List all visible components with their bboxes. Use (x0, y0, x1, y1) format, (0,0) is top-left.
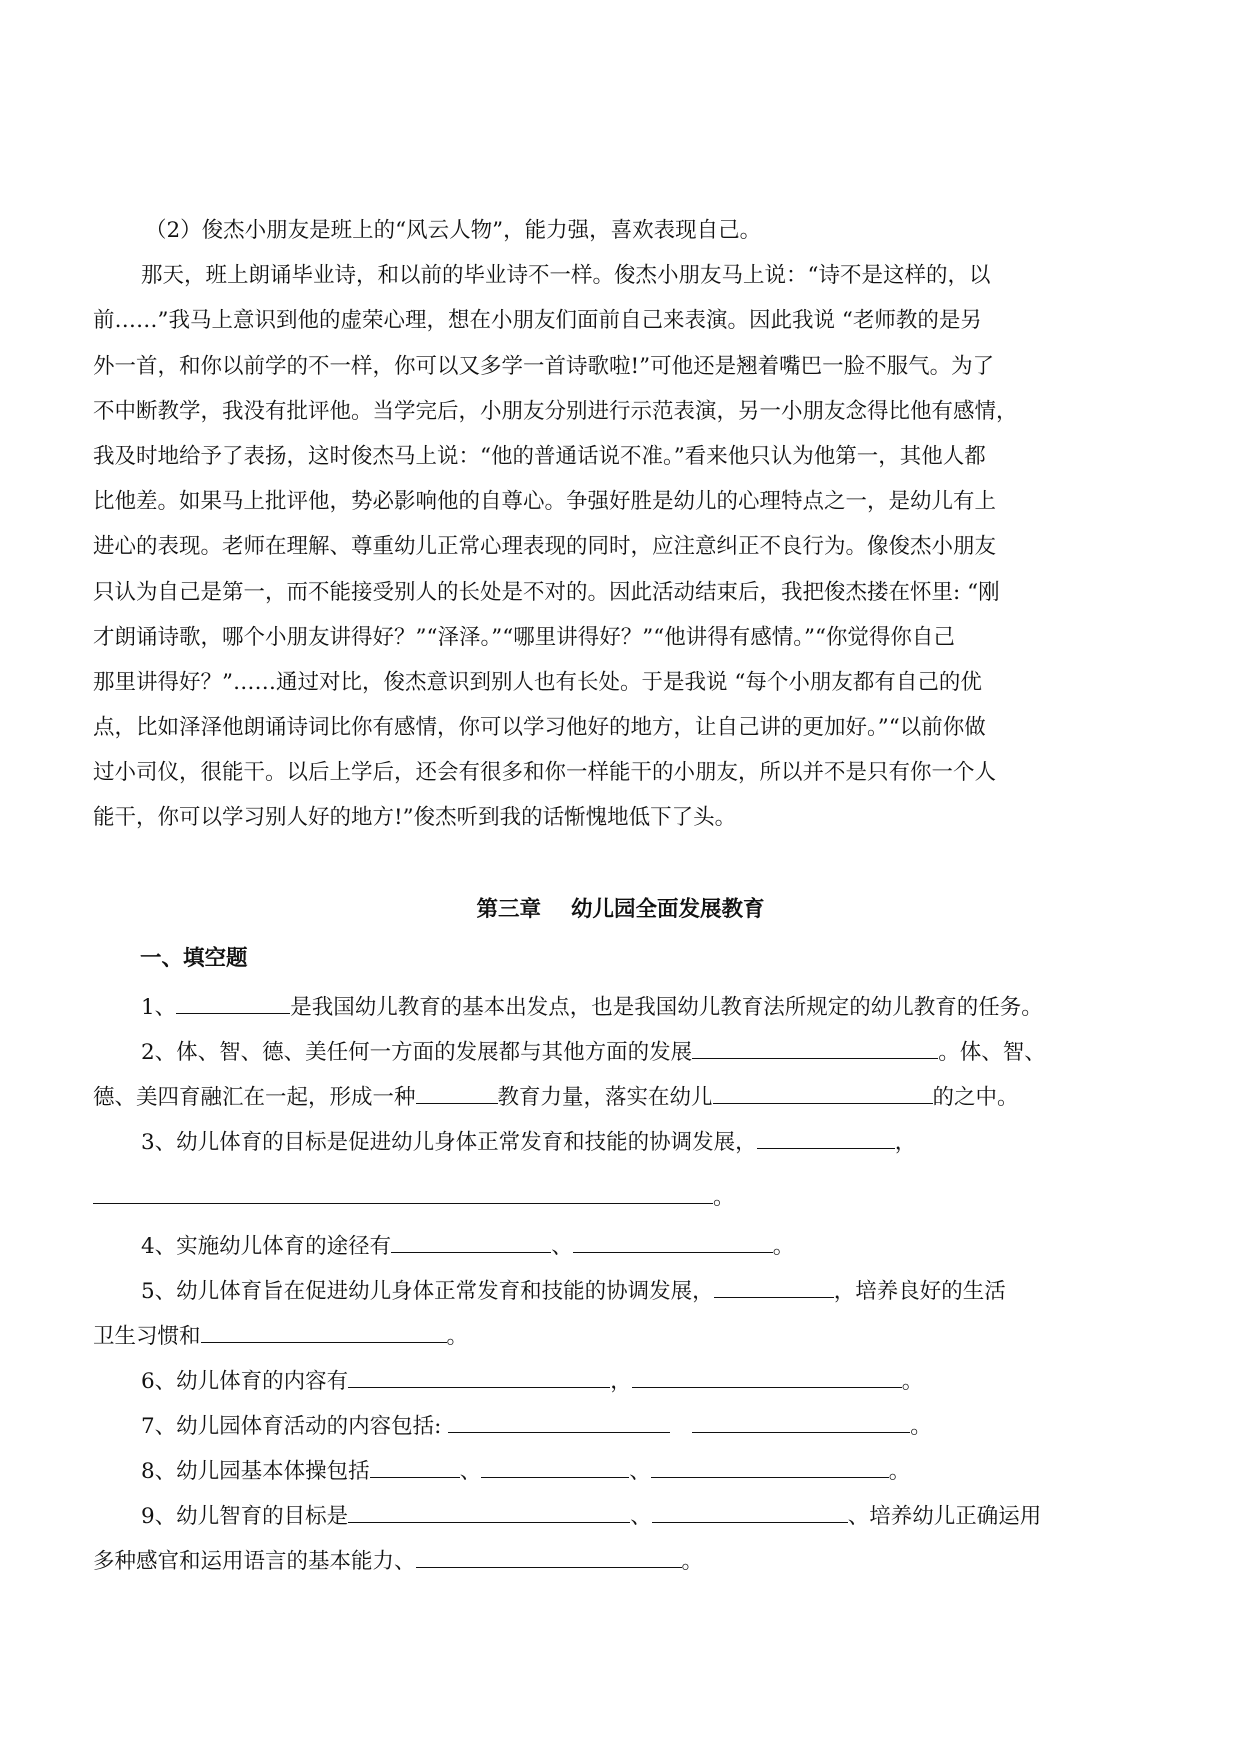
blank-field[interactable] (692, 1410, 910, 1433)
case-line: 我及时地给予了表扬，这时俊杰马上说：“他的普通话说不准。”看来他只认为他第一，其他人都 (93, 443, 986, 469)
blank-field[interactable] (692, 1036, 938, 1059)
chapter-title: 第三章 幼儿园全面发展教育 (476, 897, 765, 922)
blank-field[interactable] (370, 1455, 460, 1478)
blank-field[interactable] (652, 1500, 848, 1523)
case-line: 进心的表现。老师在理解、尊重幼儿正常心理表现的同时，应注意纠正不良行为。像俊杰小朋友 (93, 534, 997, 560)
question-text: 是我国幼儿教育的基本出发点，也是我国幼儿教育法所规定的幼儿教育的任务。 (290, 995, 1043, 1020)
question-text: 3、幼儿体育的目标是促进幼儿身体正常发育和技能的协调发展， (141, 1130, 757, 1155)
case-line: 能干，你可以学习别人好的地方!”俊杰听到我的话惭愧地低下了头。 (93, 805, 737, 831)
question-8 (93, 1449, 1193, 1494)
question-text: 5、幼儿体育旨在促进幼儿身体正常发育和技能的协调发展， (141, 1279, 714, 1304)
blank-field[interactable] (416, 1545, 682, 1568)
blank-field[interactable] (714, 1275, 834, 1298)
question-text: 。 (446, 1324, 469, 1349)
blank-field[interactable] (416, 1081, 498, 1104)
blank-field[interactable] (651, 1455, 889, 1478)
question-text: 、 (629, 1459, 651, 1484)
question-text: 多种感官和运用语言的基本能力、 (93, 1549, 416, 1574)
question-text: 德、美四育融汇在一起，形成一种 (93, 1085, 416, 1110)
question-text: 、 (630, 1504, 652, 1529)
question-text: 。 (901, 1369, 924, 1394)
question-text: ， (610, 1369, 632, 1394)
question-text: 8、幼儿园基本体操包括 (141, 1459, 370, 1484)
blank-field[interactable] (93, 1181, 713, 1204)
blank-field[interactable] (348, 1500, 630, 1523)
question-number: 1、 (141, 995, 177, 1020)
question-9 (93, 1494, 1193, 1584)
question-text: ，培养良好的生活 (833, 1279, 1006, 1304)
question-1 (93, 985, 1193, 1030)
question-text: 。 (910, 1414, 932, 1439)
question-6 (93, 1359, 1193, 1404)
question-text: 2、体、智、德、美任何一方面的发展都与其他方面的发展 (141, 1040, 693, 1065)
case-line: 只认为自己是第一，而不能接受别人的长处是不对的。因此活动结束后，我把俊杰搂在怀里: “刚 (93, 579, 1000, 605)
question-4 (93, 1224, 1193, 1269)
blank-field[interactable] (391, 1230, 551, 1253)
blank-field[interactable] (176, 991, 290, 1014)
blank-field[interactable] (632, 1365, 902, 1388)
question-2 (93, 1030, 1193, 1120)
question-text: 7、幼儿园体育活动的内容包括: (141, 1414, 449, 1439)
question-text: 。 (772, 1234, 795, 1259)
blank-field[interactable] (573, 1230, 773, 1253)
case-line: 点，比如泽泽他朗诵诗词比你有感情，你可以学习他好的地方，让自己讲的更加好。”“以前你做 (93, 715, 986, 741)
question-text: 。 (888, 1459, 911, 1484)
blank-field[interactable] (481, 1455, 629, 1478)
blank-field[interactable] (757, 1126, 895, 1149)
question-text: 的之中。 (932, 1085, 1019, 1110)
case-study-text (93, 208, 1157, 841)
blank-field[interactable] (348, 1365, 610, 1388)
question-text: 。 (713, 1185, 735, 1210)
case-line: 外一首，和你以前学的不一样，你可以又多学一首诗歌啦!”可他还是翘着嘴巴一脸不服气。为了 (93, 353, 995, 379)
case-line: 那里讲得好？”……通过对比，俊杰意识到别人也有长处。于是我说 “每个小朋友都有自己的优 (93, 669, 982, 695)
question-text: 4、实施幼儿体育的途径有 (141, 1234, 392, 1259)
question-3 (93, 1120, 1193, 1231)
question-text: 教育力量，落实在幼儿 (497, 1085, 713, 1110)
question-7 (93, 1404, 1193, 1449)
question-5 (93, 1269, 1193, 1359)
question-text: 。 (681, 1549, 704, 1574)
case-line: 前……”我马上意识到他的虚荣心理，想在小朋友们面前自己来表演。因此我说 “老师教的是另 (93, 308, 982, 334)
case-line: 比他差。如果马上批评他，势必影响他的自尊心。争强好胜是幼儿的心理特点之一，是幼儿有上 (93, 489, 997, 515)
question-text: 、培养幼儿正确运用 (847, 1504, 1042, 1529)
question-text: 6、幼儿体育的内容有 (141, 1369, 349, 1394)
case-line: 过小司仪，很能干。以后上学后，还会有很多和你一样能干的小朋友，所以并不是只有你一个人 (93, 760, 997, 786)
case-line: 不中断教学，我没有批评他。当学完后，小朋友分别进行示范表演，另一小朋友念得比他有感情， (93, 398, 1018, 424)
case-heading: （2）俊杰小朋友是班上的“风云人物”，能力强，喜欢表现自己。 (145, 218, 762, 243)
question-text: 9、幼儿智育的目标是 (141, 1504, 349, 1529)
question-text: 、 (551, 1234, 573, 1259)
blank-field[interactable] (713, 1081, 933, 1104)
case-line: 那天，班上朗诵毕业诗，和以前的毕业诗不一样。俊杰小朋友马上说：“诗不是这样的，以 (141, 263, 991, 289)
question-text: ， (894, 1130, 917, 1155)
section-title: 一、填空题 (140, 946, 248, 971)
question-text: 卫生习惯和 (93, 1324, 201, 1349)
question-text: 、 (459, 1459, 482, 1484)
blank-field[interactable] (201, 1320, 447, 1343)
question-text: 。体、智、 (938, 1040, 1046, 1065)
blank-field[interactable] (448, 1410, 670, 1433)
case-line: 才朗诵诗歌，哪个小朋友讲得好？”“泽泽。”“哪里讲得好？”“他讲得有感情。”“你觉得你自己 (93, 624, 955, 650)
